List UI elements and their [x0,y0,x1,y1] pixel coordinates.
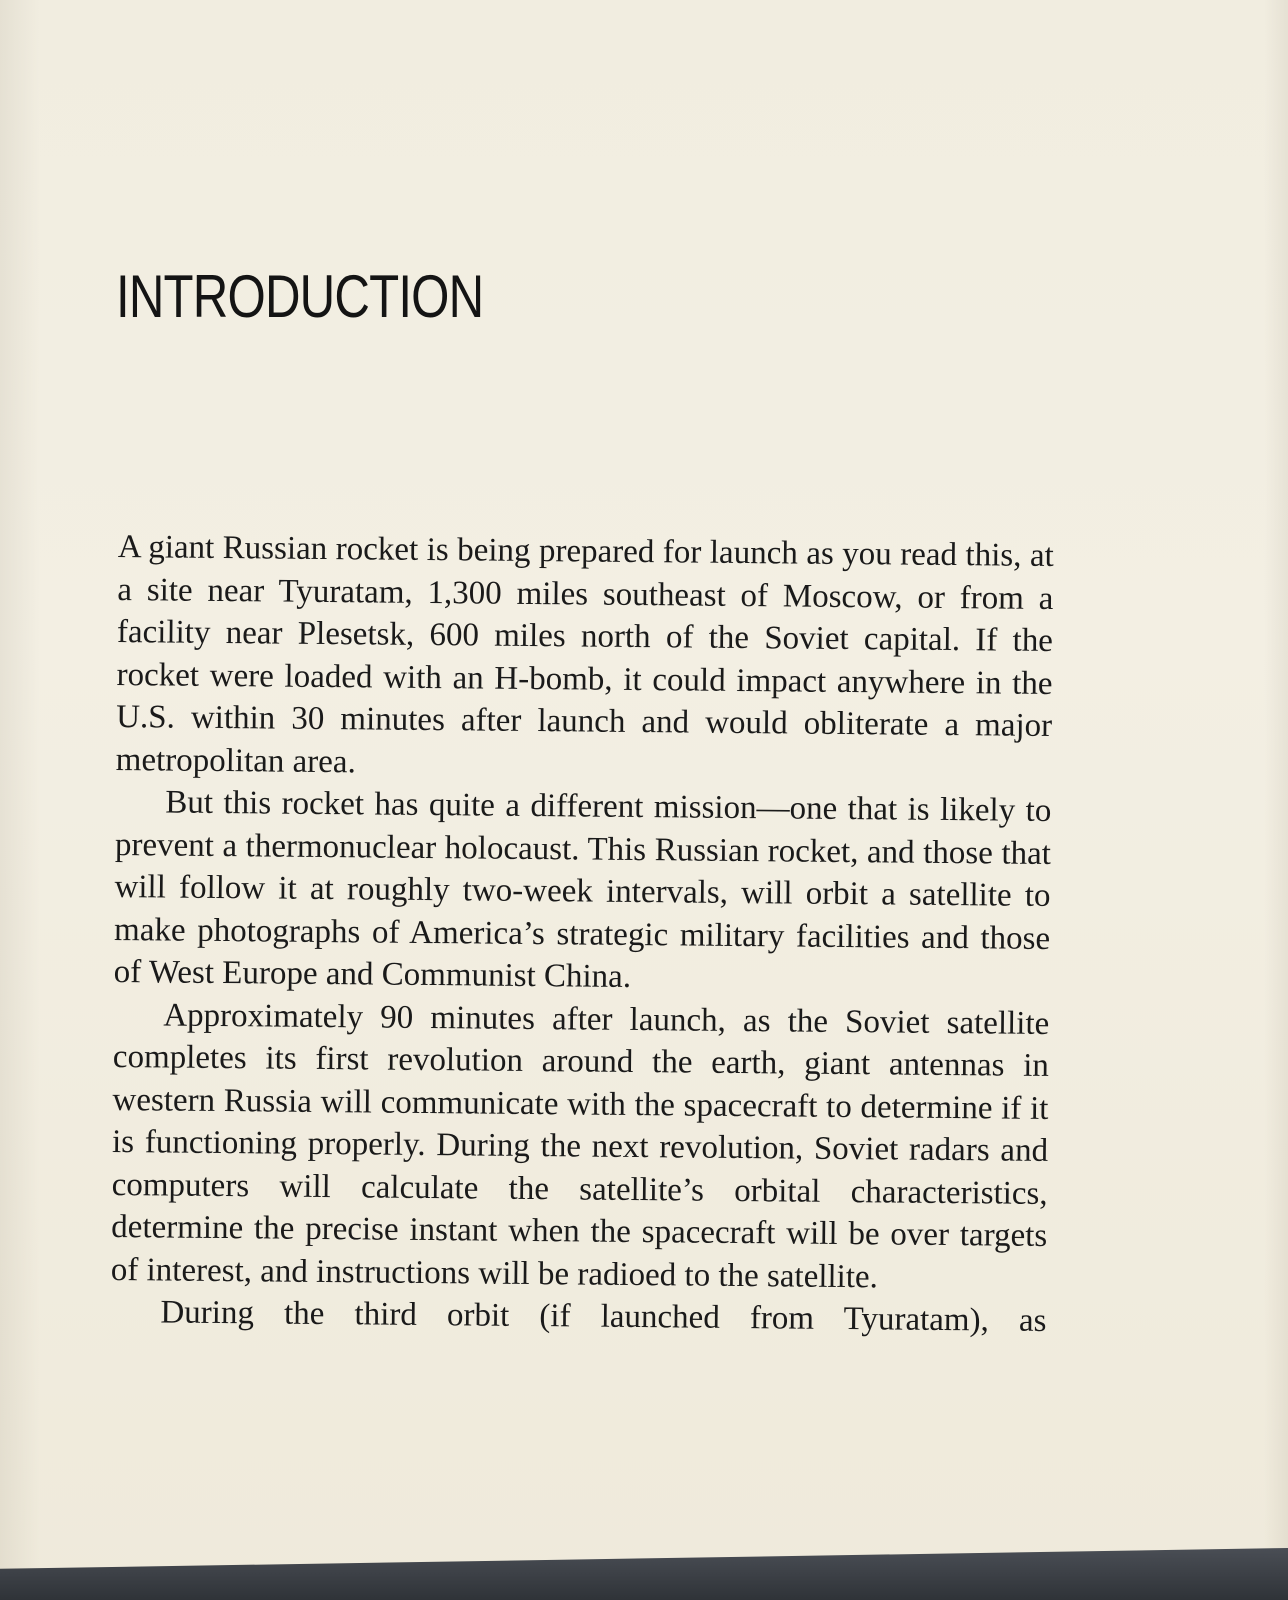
paragraph-2: But this rocket has quite a different mission—one that is likely to prevent a thermonuclear holocaust. This Russian rocket, and those that will follow it at roughly two-week intervals, will orbit a satellite to make photographs of America’s strategic military facilities and those of West Europe and Communist China. [113,784,1052,995]
page-right-edge [1264,0,1288,1600]
chapter-heading: INTRODUCTION [116,263,484,330]
paragraph-3: Approximately 90 minutes after launch, as the Soviet satellite completes its first revolution around the earth, giant antennas in western Russia will communicate with the spacecraft to determine if it is functioning properly. During the next revolution, Soviet radars and computers will calculate the satellite’s orbital characteristics, determine the precise instant when the spacecraft will be over targets of interest, and instructions will be radioed to the satellite. [110,996,1050,1295]
paragraph-4: During the third orbit (if launched from Tyuratam), as [160,1294,1047,1339]
background-surface [0,1548,1288,1600]
paragraph-1: A giant Russian rocket is being prepared for launch as you read this, at a site near Tyuratam, 1,300 miles southeast of Moscow, or from a facility near Plesetsk, 600 miles north of the Soviet capital. If the rocket were loaded with an H-bomb, it could impact anywhere in the U.S. within 30 minutes after launch and would obliterate a major metropolitan area. [115,528,1054,780]
body-text [110,526,1054,1342]
page-gutter-shadow [0,0,40,1600]
